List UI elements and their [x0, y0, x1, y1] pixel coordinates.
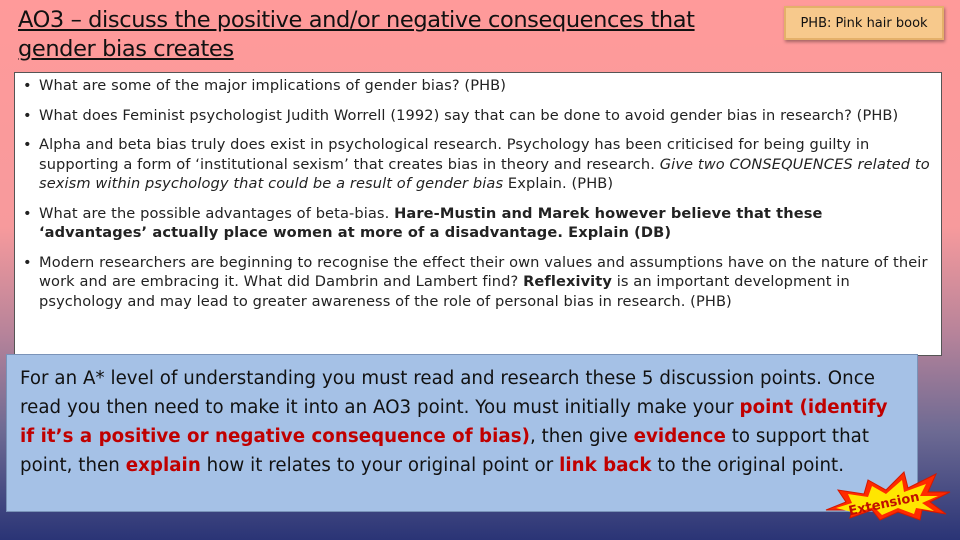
questions-panel	[14, 72, 942, 356]
emphasis-explain: explain	[125, 455, 201, 476]
question-text-bold: Reflexivity	[523, 273, 612, 290]
question-item	[23, 106, 933, 126]
bullet-icon: •	[23, 106, 32, 124]
question-text: Explain. (PHB)	[503, 175, 614, 192]
question-text: What are the possible advantages of beta-bias.	[39, 204, 395, 222]
extension-instructions-box	[6, 354, 918, 512]
question-item	[23, 76, 933, 96]
emphasis-link-back: link back	[559, 455, 652, 476]
bullet-icon: •	[23, 204, 32, 222]
emphasis-point: point (identify if it’s a positive or negative consequence of bias)	[20, 397, 888, 447]
bullet-icon: •	[23, 77, 32, 94]
question-text-bold: Hare-Mustin and Marek however believe that these ‘advantages’ actually place women at more of a disadvantage. Explain (DB)	[39, 204, 823, 241]
instruction-text: how it relates to your original point or	[200, 455, 560, 476]
question-text: What are some of the major implications of gender bias? (PHB)	[39, 77, 507, 94]
question-item	[23, 204, 933, 243]
question-text: is an important development in psychology and may lead to greater awareness of the role of personal bias in research. (PHB)	[39, 273, 850, 310]
question-list	[23, 76, 933, 311]
question-text: Alpha and beta bias truly does exist in psychological research. Psychology has been criticised for being guilty in supporting a form of ‘institutional sexism’ that creates bias in theory and research.	[39, 136, 870, 173]
question-text: Modern researchers are beginning to recognise the effect their own values and assumptions have on the nature of their work and are embracing it. What did Dambrin and Lambert find?	[39, 253, 928, 290]
extension-burst-icon	[824, 462, 952, 522]
source-badge: PHB: Pink hair book	[784, 6, 944, 40]
bullet-icon: •	[23, 136, 32, 153]
instruction-text: , then give	[529, 426, 634, 447]
question-item	[23, 135, 933, 194]
question-text: What does Feminist psychologist Judith Worrell (1992) say that can be done to avoid gender bias in research? (PHB)	[39, 106, 899, 124]
extension-label: Extension	[847, 489, 921, 520]
instruction-text: to support that point, then	[20, 426, 870, 476]
page-title: AO3 – discuss the positive and/or negative consequences that gender bias creates	[18, 7, 695, 62]
emphasis-evidence: evidence	[633, 426, 726, 447]
instruction-text: For an A* level of understanding you must read and research these 5 discussion points. Once read you then need to make it into an AO3 point. You must initially make your	[20, 368, 876, 418]
question-text-italic: Give two CONSEQUENCES related to sexism within psychology that could be a result of gender bias	[39, 155, 930, 192]
question-item	[23, 253, 933, 312]
instruction-text: to the original point.	[651, 455, 845, 476]
bullet-icon: •	[23, 253, 32, 271]
